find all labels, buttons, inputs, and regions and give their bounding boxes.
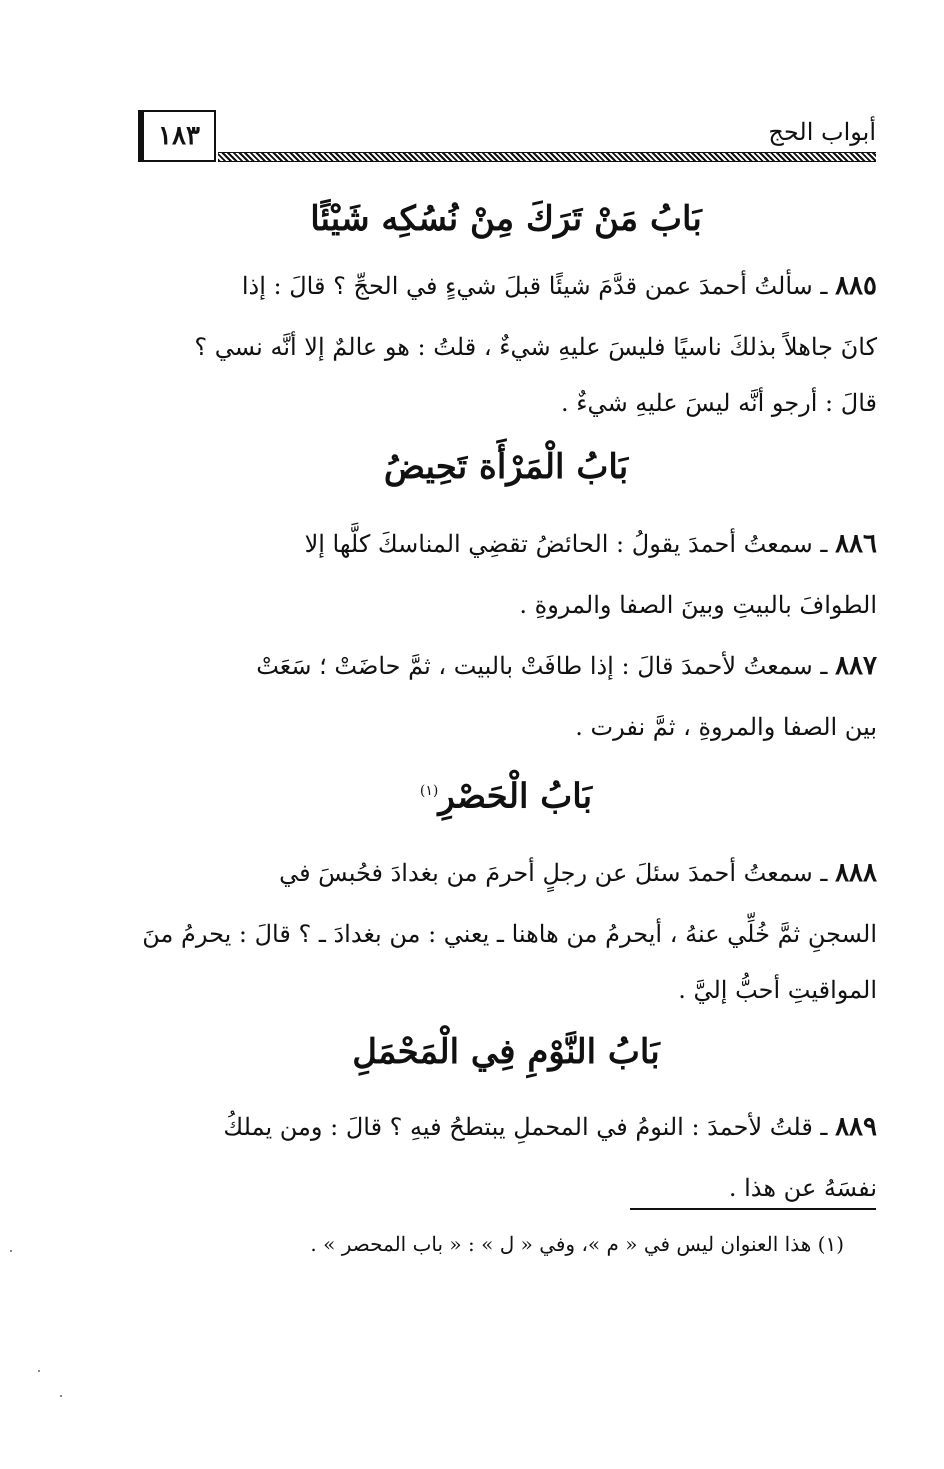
entry-line: سمعتُ أحمدَ سئلَ عن رجلٍ أحرمَ من بغدادَ فحُبسَ في <box>279 859 813 888</box>
entry-number: ٨٨٧ <box>835 651 877 681</box>
chapter-title: بَابُ مَنْ تَرَكَ مِنْ نُسُكِه شَيْئًا <box>310 199 702 239</box>
chapter-title: بَابُ الْمَرْأَة تَحِيضُ <box>383 447 629 487</box>
page-number: ١٨٣ <box>138 110 216 162</box>
entry-887: ٨٨٧ ـ سمعتُ لأحمدَ قالَ : إذا طافَتْ بالبيت ، ثمَّ حاضَتْ ؛ سَعَتْ بين الصفا والمروةِ ، ثمَّ نفرت . <box>135 636 877 758</box>
running-title: أبواب الحج <box>768 118 876 146</box>
entry-line: سمعتُ أحمدَ يقولُ : الحائضُ تقضِي المناسكَ كلَّها إلا <box>304 530 813 558</box>
footnote: (١) هذا العنوان ليس في « م »، وفي « ل » : « باب المحصر » . <box>310 1232 844 1256</box>
entry-number: ٨٨٩ <box>835 1112 877 1143</box>
entry-line: سمعتُ لأحمدَ قالَ : إذا طافَتْ بالبيت ، ثمَّ حاضَتْ ؛ سَعَتْ <box>256 652 813 680</box>
chapter-title: بَابُ النَّوْمِ فِي الْمَحْمَلِ <box>352 1032 660 1073</box>
entry-line: الطوافَ بالبيتِ وبينَ الصفا والمروةِ . <box>519 591 877 619</box>
entry-886: ٨٨٦ ـ سمعتُ أحمدَ يقولُ : الحائضُ تقضِي المناسكَ كلَّها إلا الطوافَ بالبيتِ وبينَ الصفا والمروةِ . <box>135 514 877 636</box>
entry-line: بين الصفا والمروةِ ، ثمَّ نفرت . <box>575 713 877 741</box>
entry-line: المواقيتِ أحبُّ إليَّ . <box>678 976 877 1005</box>
margin-speck <box>60 1395 62 1397</box>
entry-line: قلتُ لأحمدَ : النومُ في المحملِ يبتطحُ فيهِ ؟ قالَ : ومن يملكُ <box>223 1113 813 1142</box>
entry-line: قالَ : أرجو أنَّه ليسَ عليهِ شيءٌ . <box>561 389 877 417</box>
page-header <box>138 108 876 164</box>
main-text <box>135 190 877 1219</box>
entry-888: ٨٨٨ ـ سمعتُ أحمدَ سئلَ عن رجلٍ أحرمَ من بغدادَ فحُبسَ في السجنِ ثمَّ خُلِّي عنهُ ، أيحرمُ من هاهنا ـ يعني : من بغدادَ ـ ؟ قالَ : يحرمُ منَ المواقيتِ أحبُّ إليَّ . <box>135 843 877 1015</box>
entry-line: نفسَهُ عن هذا . <box>728 1174 877 1203</box>
margin-speck <box>10 1250 12 1252</box>
footnote-marker: (١) <box>419 783 439 799</box>
footnote-rule <box>630 1208 876 1210</box>
margin-speck <box>38 1370 40 1372</box>
entry-number: ٨٨٨ <box>835 858 877 889</box>
entry-number: ٨٨٥ <box>835 271 877 301</box>
entry-line: كانَ جاهلاً بذلكَ ناسيًا فليسَ عليهِ شيءٌ ، قلتُ : هو عالمٌ إلا أنَّه نسي ؟ <box>194 333 877 361</box>
entry-number: ٨٨٦ <box>835 529 877 559</box>
entry-line: السجنِ ثمَّ خُلِّي عنهُ ، أيحرمُ من هاهنا ـ يعني : من بغدادَ ـ ؟ قالَ : يحرمُ منَ <box>142 920 877 949</box>
entry-line: سألتُ أحمدَ عمن قدَّمَ شيئًا قبلَ شيءٍ في الحجِّ ؟ قالَ : إذا <box>241 272 813 300</box>
chapter-title: بَابُ الْحَصْرِ$^{(١)}$ <box>419 776 593 817</box>
header-rule <box>218 152 876 162</box>
entry-885: ٨٨٥ ـ سألتُ أحمدَ عمن قدَّمَ شيئًا قبلَ شيءٍ في الحجِّ ؟ قالَ : إذا كانَ جاهلاً بذلكَ ناسيًا فليسَ عليهِ شيءٌ ، قلتُ : هو عالمٌ إلا أنَّه نسي ؟ قالَ : أرجو أنَّه ليسَ عليهِ شيءٌ . <box>135 256 877 428</box>
entry-889: ٨٨٩ ـ قلتُ لأحمدَ : النومُ في المحملِ يبتطحُ فيهِ ؟ قالَ : ومن يملكُ نفسَهُ عن هذا . <box>135 1097 877 1219</box>
